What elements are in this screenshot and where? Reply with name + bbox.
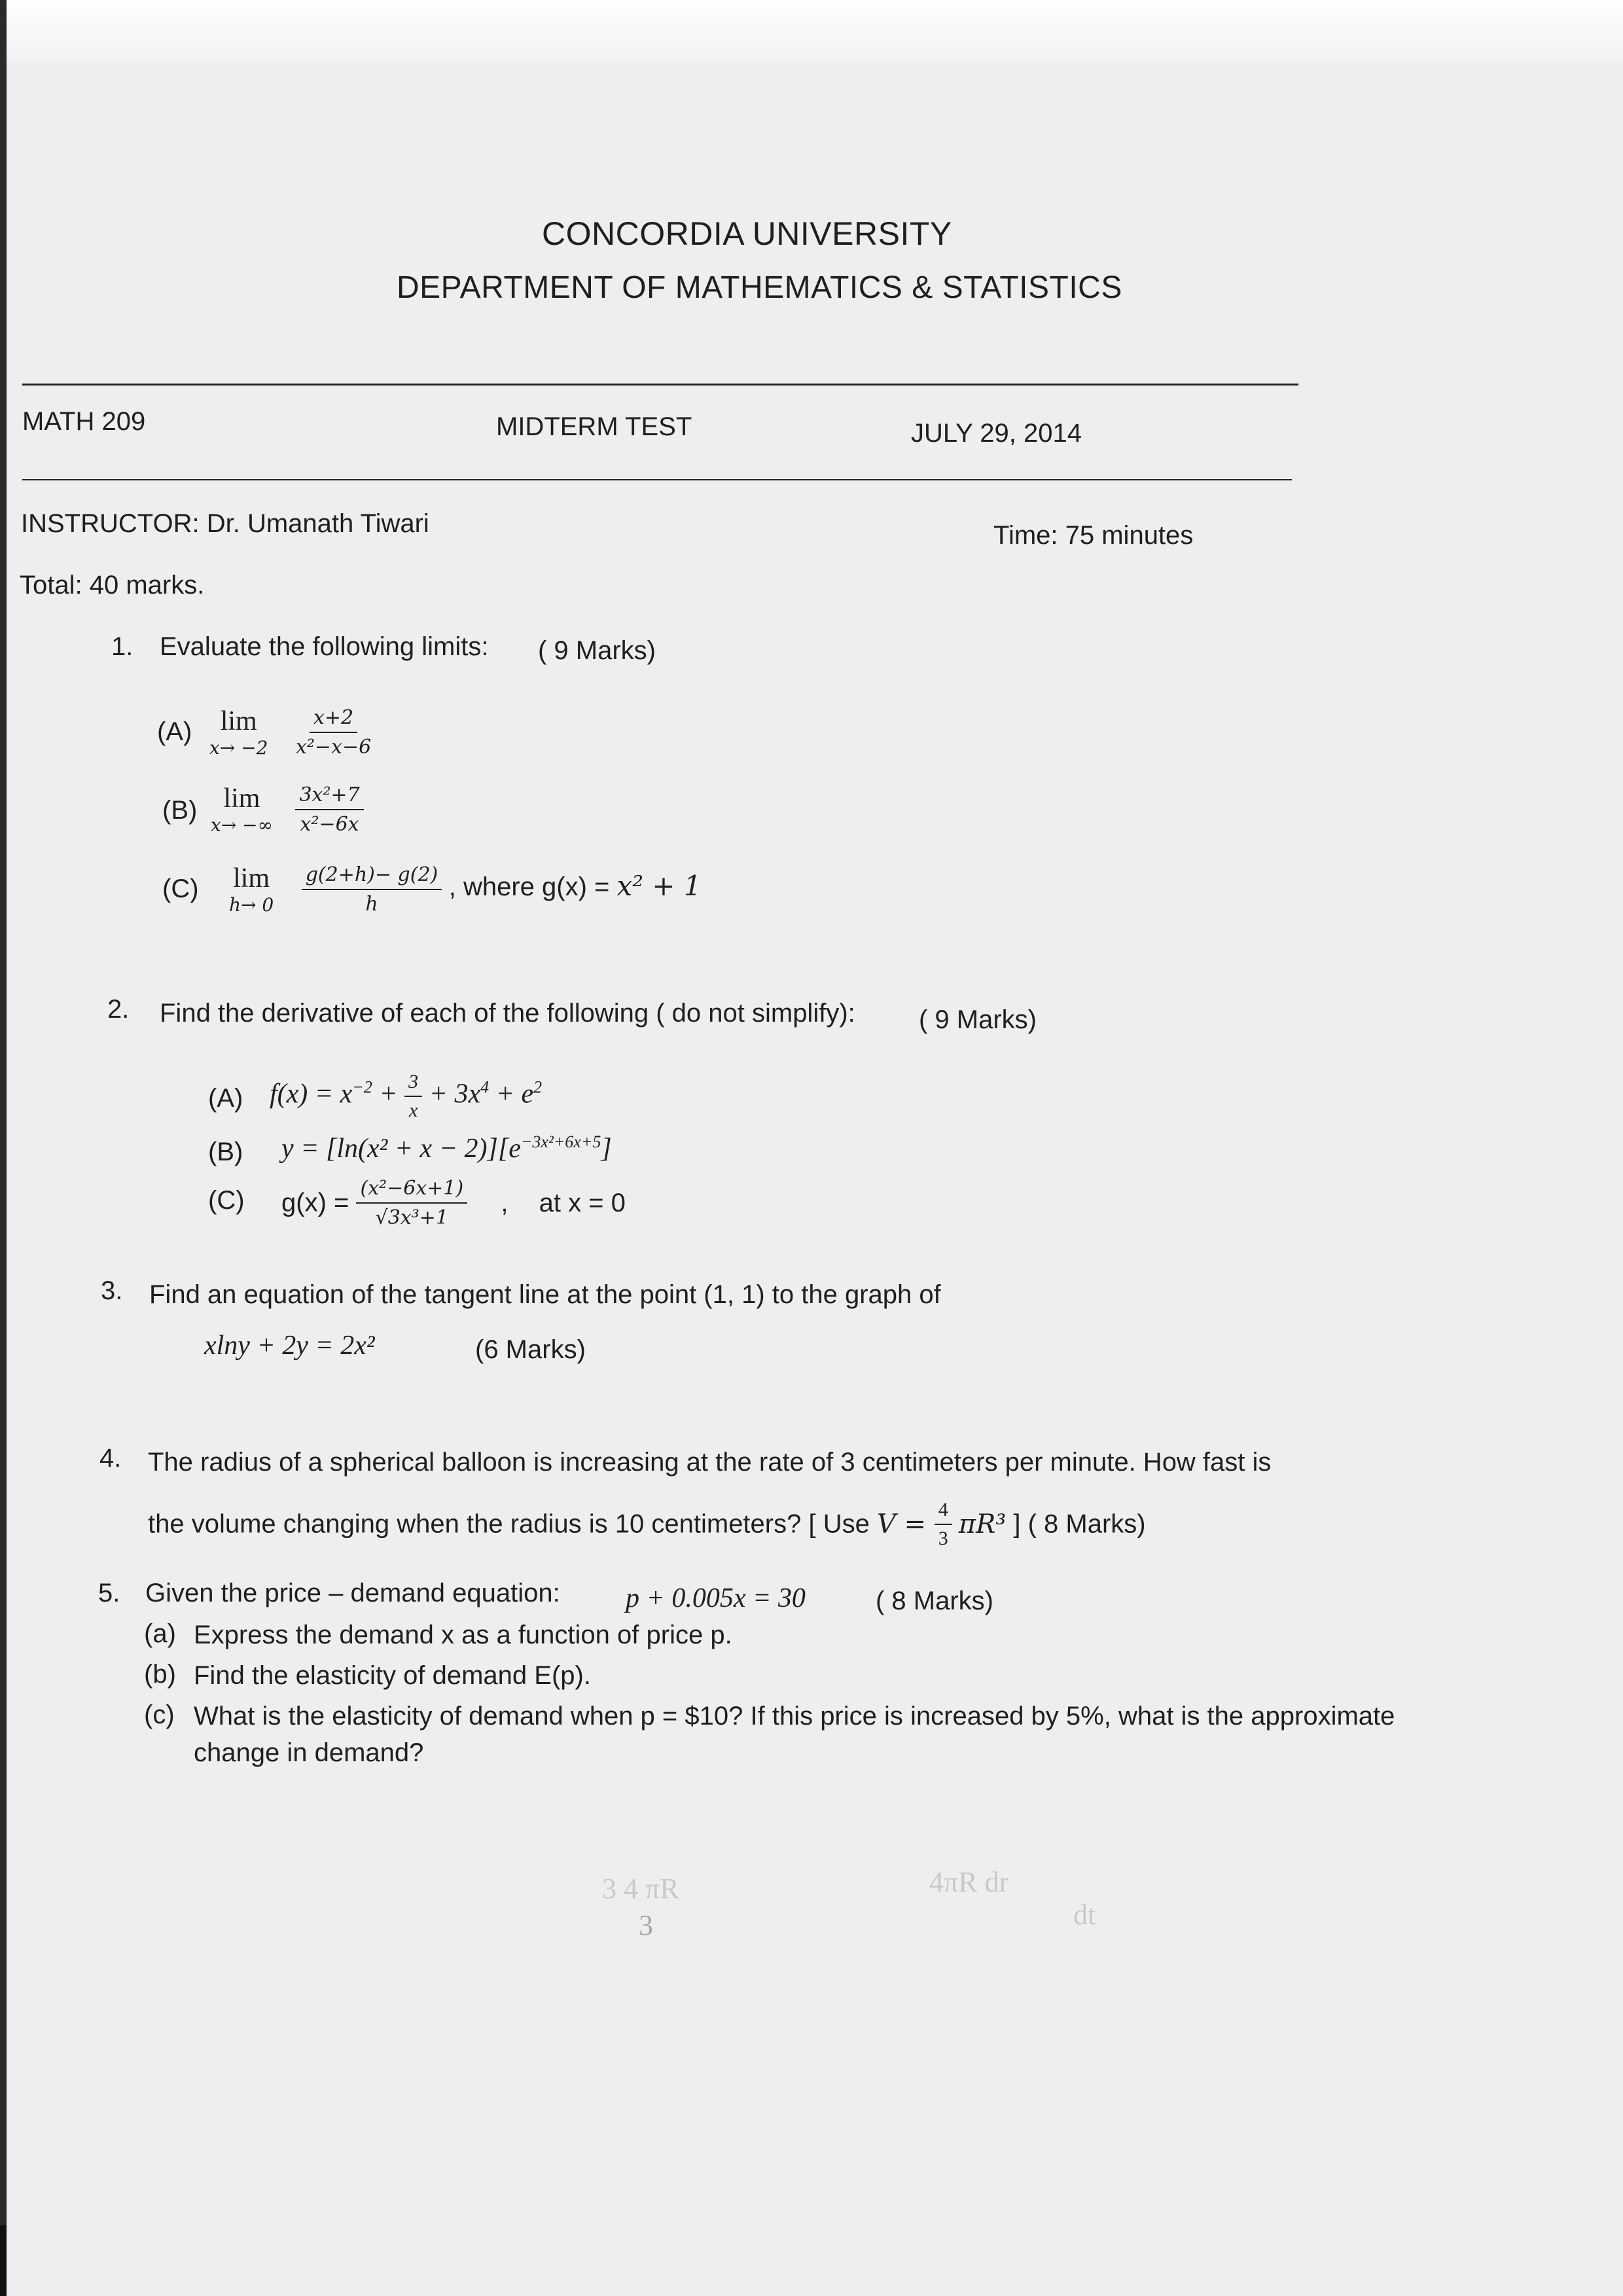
q2-number: 2. bbox=[107, 995, 130, 1024]
q4-line2 bbox=[148, 1499, 1146, 1550]
q1a-fraction bbox=[292, 706, 375, 759]
q1c-denominator: h bbox=[365, 892, 378, 916]
q2-text: Find the derivative of each of the following ( do not simplify): bbox=[160, 999, 855, 1028]
q4-number: 4. bbox=[99, 1444, 122, 1473]
q5-marks: ( 8 Marks) bbox=[876, 1587, 993, 1615]
q4-fraction bbox=[935, 1499, 952, 1550]
q5-number: 5. bbox=[98, 1579, 120, 1607]
instructor-line: INSTRUCTOR: Dr. Umanath Tiwari bbox=[21, 509, 429, 538]
q2c-expression bbox=[281, 1177, 626, 1229]
q1a-numerator: x+2 bbox=[310, 706, 357, 733]
q1c-limit bbox=[229, 863, 274, 916]
q2c-lhs: g(x) = bbox=[281, 1188, 357, 1217]
q2a-term2: + 3x bbox=[422, 1079, 481, 1109]
q1b-fraction bbox=[295, 783, 363, 836]
q1c-label: (C) bbox=[162, 874, 199, 903]
q2c-at-value: at x = 0 bbox=[539, 1188, 626, 1217]
q2c-numerator: (x²−6x+1) bbox=[356, 1177, 467, 1204]
q2a-term1: f(x) = x bbox=[270, 1079, 353, 1109]
q1c-function: x² + 1 bbox=[616, 870, 702, 903]
q5c-text-cont: change in demand? bbox=[194, 1738, 424, 1767]
q1b-lim-sub: x→ −∞ bbox=[211, 814, 273, 836]
q2b-label: (B) bbox=[208, 1138, 243, 1166]
pencil-mark-2: 3 bbox=[639, 1909, 653, 1941]
q5b-text: Find the elasticity of demand E(p). bbox=[194, 1661, 591, 1690]
q1c-expression bbox=[229, 863, 702, 916]
q1-text: Evaluate the following limits: bbox=[160, 632, 489, 661]
q1b-label: (B) bbox=[162, 796, 198, 825]
page-bottom-edge bbox=[0, 2225, 7, 2296]
q4-denominator: 3 bbox=[938, 1528, 948, 1549]
pencil-mark-3: 4πR dr bbox=[929, 1866, 1009, 1898]
pencil-mark-1: 3 4 πR bbox=[602, 1873, 679, 1905]
q4-pi-r-cubed: πR³ bbox=[958, 1509, 1007, 1539]
middle-rule bbox=[22, 479, 1292, 480]
q4-marks: ] ( 8 Marks) bbox=[1006, 1509, 1146, 1539]
q1b-denominator: x²−6x bbox=[300, 812, 359, 836]
q1c-lim-word: lim bbox=[233, 863, 270, 893]
q3-number: 3. bbox=[101, 1276, 123, 1305]
q1a-denominator: x²−x−6 bbox=[295, 735, 372, 759]
q3-text: Find an equation of the tangent line at the point (1, 1) to the graph of bbox=[149, 1280, 941, 1309]
q4-volume-lhs: V = bbox=[876, 1509, 935, 1539]
q1b-limit bbox=[211, 783, 273, 836]
top-rule bbox=[22, 384, 1298, 386]
q2a-expression bbox=[270, 1071, 542, 1122]
q5c-text: What is the elasticity of demand when p = $10? If this price is increased by 5%, what is the approximate bbox=[194, 1702, 1395, 1731]
q2b-expression bbox=[281, 1132, 612, 1164]
q1a-lim-word: lim bbox=[220, 706, 257, 736]
q2b-exp: −3x²+6x+5 bbox=[520, 1132, 601, 1151]
pencil-mark-4: dt bbox=[1073, 1899, 1096, 1931]
q1c-lim-sub: h→ 0 bbox=[229, 894, 274, 916]
q1c-where: , where g(x) = bbox=[448, 872, 617, 902]
page-left-edge bbox=[0, 0, 7, 2296]
q2a-label: (A) bbox=[208, 1084, 243, 1113]
q1b-lim-word: lim bbox=[223, 783, 260, 814]
q2a-exp2: 4 bbox=[480, 1077, 490, 1097]
test-type: MIDTERM TEST bbox=[496, 412, 692, 441]
q1-marks: ( 9 Marks) bbox=[538, 636, 656, 665]
time-limit: Time: 75 minutes bbox=[993, 521, 1194, 550]
q1a-limit bbox=[209, 706, 268, 759]
university-title: CONCORDIA UNIVERSITY bbox=[542, 215, 952, 252]
q2a-numerator: 3 bbox=[404, 1071, 422, 1097]
q1a-expression bbox=[209, 706, 375, 759]
q5c-label: (c) bbox=[144, 1700, 175, 1729]
q1b-numerator: 3x²+7 bbox=[295, 783, 363, 810]
q5a-label: (a) bbox=[144, 1619, 176, 1648]
q2b-close: ] bbox=[601, 1134, 612, 1164]
q4-line1: The radius of a spherical balloon is increasing at the rate of 3 centimeters per minute. How fast is bbox=[148, 1448, 1272, 1477]
q2b-term: y = [ln(x² + x − 2)][e bbox=[281, 1134, 521, 1164]
q2a-denominator: x bbox=[409, 1100, 418, 1121]
page-top-edge bbox=[0, 0, 1623, 62]
q2a-plus: + bbox=[372, 1079, 405, 1109]
q2c-label: (C) bbox=[208, 1186, 245, 1215]
q2a-term3: + e bbox=[489, 1079, 534, 1109]
q4-line2-text: the volume changing when the radius is 10 centimeters? [ Use bbox=[148, 1509, 877, 1539]
q5a-text: Express the demand x as a function of price p. bbox=[194, 1621, 732, 1649]
q4-numerator: 4 bbox=[935, 1499, 952, 1525]
q2c-denominator: √3x³+1 bbox=[375, 1206, 449, 1229]
total-marks: Total: 40 marks. bbox=[20, 571, 205, 600]
q3-equation: xlny + 2y = 2x² bbox=[204, 1331, 375, 1361]
course-code: MATH 209 bbox=[22, 407, 146, 436]
q1c-numerator: g(2+h)− g(2) bbox=[302, 863, 442, 890]
q2c-comma: , bbox=[501, 1188, 508, 1217]
q2c-fraction bbox=[356, 1177, 467, 1229]
q2-marks: ( 9 Marks) bbox=[919, 1005, 1037, 1034]
q5-text: Given the price – demand equation: bbox=[145, 1579, 560, 1607]
q2a-exp1: −2 bbox=[352, 1077, 372, 1097]
q2a-fraction bbox=[404, 1071, 422, 1122]
q1a-label: (A) bbox=[157, 717, 192, 746]
q1c-fraction bbox=[302, 863, 442, 916]
q1a-lim-sub: x→ −2 bbox=[209, 737, 268, 759]
test-date: JULY 29, 2014 bbox=[911, 419, 1082, 448]
q1b-expression bbox=[211, 783, 364, 836]
department-title: DEPARTMENT OF MATHEMATICS & STATISTICS bbox=[397, 270, 1122, 305]
q5b-label: (b) bbox=[144, 1660, 176, 1689]
q3-marks: (6 Marks) bbox=[475, 1335, 586, 1364]
q1-number: 1. bbox=[111, 632, 134, 661]
q5-equation: p + 0.005x = 30 bbox=[626, 1583, 806, 1613]
q2a-exp3: 2 bbox=[533, 1077, 543, 1097]
